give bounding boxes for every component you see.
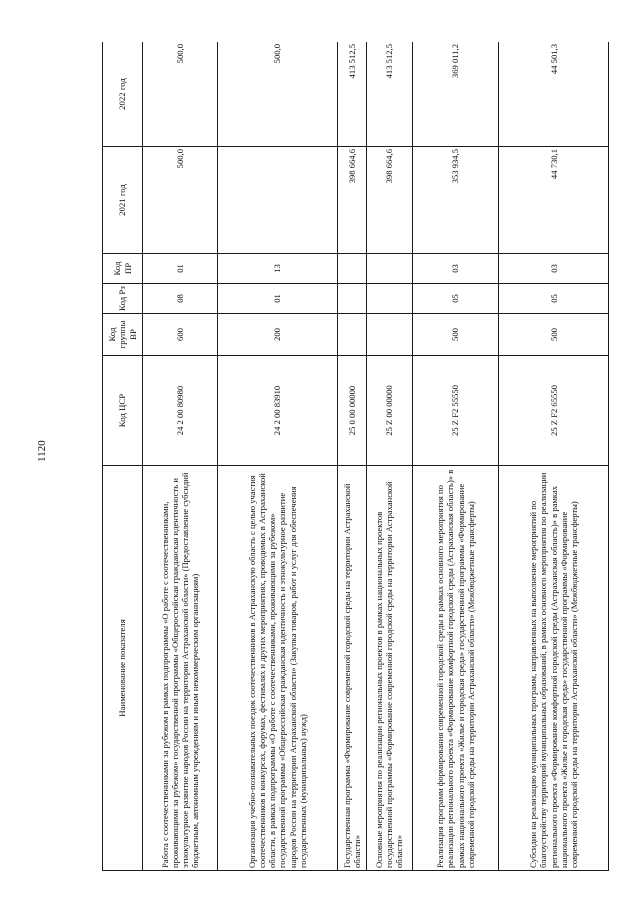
row-name: Государственная программа «Формирование современной городской среды на территории Астраханской области»	[338, 466, 367, 871]
row-vr	[366, 314, 412, 356]
table-row	[412, 42, 499, 871]
row-pr: 13	[217, 254, 337, 284]
header-2022: 2022 год	[103, 42, 143, 147]
header-2021: 2021 год	[103, 147, 143, 254]
row-name: Организация учебно-познавательных поездок соотечественников в Астраханскую область с целью участия соотечественников в конкурсах, форумах, фестивалях и других мероприятиях, проводимых в Астраханской области, в рамках подпрограммы «О работе с соотечественниками, проживающими за рубежом» государственной программы «Общероссийская гражданская идентичность и этнокультурное развитие народов России на территории Астраханской области» (Закупка товаров, работ и услуг для обеспечения государственных (муниципальных) нужд)	[217, 466, 337, 871]
row-rz: 05	[499, 284, 609, 314]
row-2021: 398 664,6	[366, 147, 412, 254]
row-2021	[217, 147, 337, 254]
row-vr: 500	[412, 314, 499, 356]
table-row	[143, 42, 218, 871]
row-name: Субсидии на реализацию муниципальных программ, направленных на выполнение мероприятий по благоустройству территорий муниципальных образований, в рамках основного мероприятия по реализации регионального проекта «Формирование комфортной городской среды (Астраханская область)» в рамках национального проекта «Жилье и городская среда» государственной программы «Формирование современной городской среды на территории Астраханской области» (Межбюджетные трансферты)	[499, 466, 609, 871]
row-rz: 01	[217, 284, 337, 314]
row-2021: 353 934,5	[412, 147, 499, 254]
row-2021: 500,0	[143, 147, 218, 254]
row-csr: 25 Z 00 00000	[366, 356, 412, 466]
row-pr	[366, 254, 412, 284]
header-vr: Код группы ВР	[103, 314, 143, 356]
row-csr: 24 2 00 80980	[143, 356, 218, 466]
table-row	[366, 42, 412, 871]
row-pr	[338, 254, 367, 284]
header-rz: Код Рз	[103, 284, 143, 314]
row-vr	[338, 314, 367, 356]
header-name: Наименование показателя	[103, 466, 143, 871]
row-name: Работа с соотечественниками за рубежом в рамках подпрограммы «О работе с соотечественниками, проживающими за рубежом» государственной программы «Общероссийская гражданская идентичность и этнокультурное развитие народов России на территории Астраханской области» (Предоставление субсидий бюджетным, автономным учреждениям и иным некоммерческим организациям)	[143, 466, 218, 871]
row-name: Основные мероприятия по реализации региональных проектов в рамках национальных проектов государственной программы «Формирование современной городской среды на территории Астраханской области»	[366, 466, 412, 871]
row-vr: 500	[499, 314, 609, 356]
table-header-row	[103, 42, 143, 871]
table-row	[499, 42, 609, 871]
row-rz	[366, 284, 412, 314]
page-number: 1120	[36, 440, 48, 462]
row-2022: 44 501,3	[499, 42, 609, 147]
row-2022: 413 512,5	[366, 42, 412, 147]
budget-table	[102, 42, 609, 871]
table-row	[217, 42, 337, 871]
row-csr: 25 Z F2 55550	[412, 356, 499, 466]
header-pr: Код ПР	[103, 254, 143, 284]
row-pr: 03	[412, 254, 499, 284]
header-csr: Код ЦСР	[103, 356, 143, 466]
row-name: Реализация программ формирования современной городской среды в рамках основного мероприятия по реализации регионального проекта «Формирование комфортной городской среды (Астраханская область)» в рамках национального проекта «Жилье и городская среда» государственной программы «Формирование современной городской среды на территории Астраханской области» (Межбюджетные трансферты)	[412, 466, 499, 871]
rotated-table-area	[102, 42, 609, 871]
row-csr: 25 Z F2 65550	[499, 356, 609, 466]
row-rz	[338, 284, 367, 314]
row-rz: 08	[143, 284, 218, 314]
row-vr: 600	[143, 314, 218, 356]
row-2021: 398 664,6	[338, 147, 367, 254]
row-2022: 369 011,2	[412, 42, 499, 147]
row-2022: 500,0	[143, 42, 218, 147]
row-2022: 500,0	[217, 42, 337, 147]
row-csr: 25 0 00 00000	[338, 356, 367, 466]
row-vr: 200	[217, 314, 337, 356]
row-pr: 01	[143, 254, 218, 284]
row-2021: 44 730,1	[499, 147, 609, 254]
table-rotor	[102, 42, 609, 871]
row-2022: 413 512,5	[338, 42, 367, 147]
row-rz: 05	[412, 284, 499, 314]
row-csr: 24 2 00 83910	[217, 356, 337, 466]
table-row	[338, 42, 367, 871]
row-pr: 03	[499, 254, 609, 284]
